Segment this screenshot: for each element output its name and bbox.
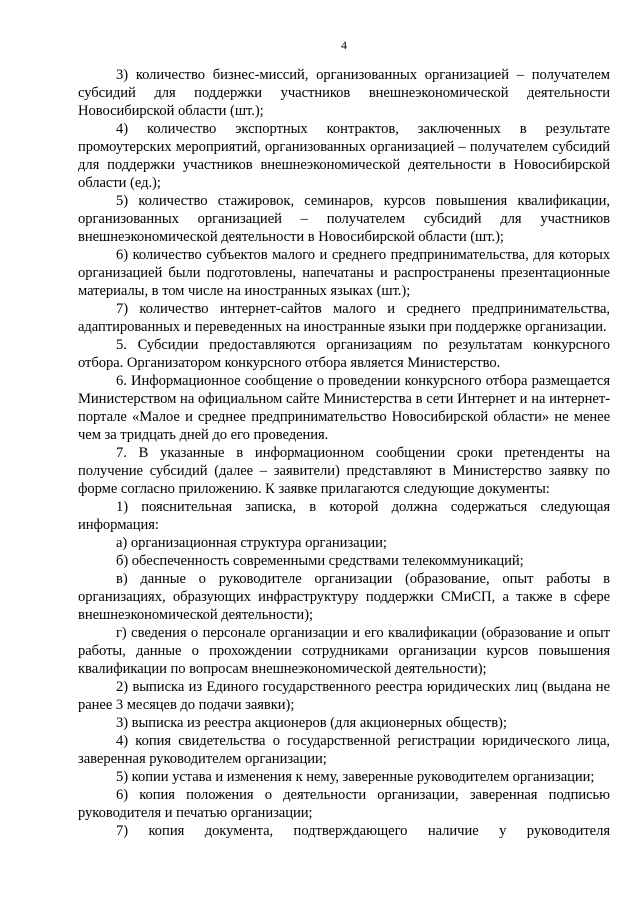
paragraph-item-4-export-contracts: 4) количество экспортных контрактов, заключенных в результате промоутерских мероприятий, организованных организацией – получателем субсидий для поддержки участников внешнеэкономической деятельности в Новосибирской области (ед.); (78, 121, 610, 191)
paragraph-item-6-sme-materials: 6) количество субъектов малого и среднего предпринимательства, для которых организацией были подготовлены, напечатаны и распространены презентационные материалы, в том числе на иностранных языках (шт.); (78, 247, 610, 299)
paragraph-item-3-business-missions: 3) количество бизнес-миссий, организованных организацией – получателем субсидий для поддержки участников внешнеэкономической деятельности Новосибирской области (шт.); (78, 67, 610, 119)
paragraph-clause-7: 7. В указанные в информационном сообщении сроки претенденты на получение субсидий (далее – заявители) представляют в Министерство заявку по форме согласно приложению. К заявке прилагаются следующие документы: (78, 445, 610, 497)
paragraph-subitem-b: б) обеспеченность современными средствами телекоммуникаций; (116, 553, 524, 569)
paragraph-subitem-a: а) организационная структура организации; (116, 535, 387, 551)
paragraph-doc-4-registration-certificate: 4) копия свидетельства о государственной регистрации юридического лица, заверенная руководителем организации; (78, 733, 610, 767)
paragraph-item-5-internships: 5) количество стажировок, семинаров, курсов повышения квалификации, организованных организацией – получателем субсидий для участников внешнеэкономической деятельности в Новосибирской области (шт.); (78, 193, 610, 245)
paragraph-doc-5-charter: 5) копии устава и изменения к нему, заверенные руководителем организации; (116, 769, 595, 785)
paragraph-doc-3-shareholders-extract: 3) выписка из реестра акционеров (для акционерных обществ); (116, 715, 507, 731)
paragraph-item-7-websites: 7) количество интернет-сайтов малого и среднего предпринимательства, адаптированных и переведенных на иностранные языки при поддержке организации. (78, 301, 610, 335)
paragraph-doc-1-explanatory-note: 1) пояснительная записка, в которой должна содержаться следующая информация: (78, 499, 610, 533)
page-number: 4 (341, 38, 347, 52)
paragraph-clause-6: 6. Информационное сообщение о проведении конкурсного отбора размещается Министерством на официальном сайте Министерства в сети Интернет и на интернет-портале «Малое и среднее предпринимательство Новосибирской области» не менее чем за тридцать дней до его проведения. (78, 373, 610, 443)
paragraph-clause-5: 5. Субсидии предоставляются организациям по результатам конкурсного отбора. Организатором конкурсного отбора является Министерство. (78, 337, 610, 371)
paragraph-subitem-g: г) сведения о персонале организации и его квалификации (образование и опыт работы, данные о прохождении сотрудниками организации курсов повышения квалификации по вопросам внешнеэкономической деятельности); (78, 625, 610, 677)
paragraph-doc-2-registry-extract: 2) выписка из Единого государственного реестра юридических лиц (выдана не ранее 3 месяцев до подачи заявки); (78, 679, 610, 713)
paragraph-doc-7-document-copy: 7) копия документа, подтверждающего наличие у руководителя (116, 823, 610, 839)
paragraph-doc-6-regulation: 6) копия положения о деятельности организации, заверенная подписью руководителя и печатью организации; (78, 787, 610, 821)
paragraph-subitem-v: в) данные о руководителе организации (образование, опыт работы в организациях, образующих инфраструктуру поддержки СМиСП, а также в сфере внешнеэкономической деятельности); (78, 571, 610, 623)
